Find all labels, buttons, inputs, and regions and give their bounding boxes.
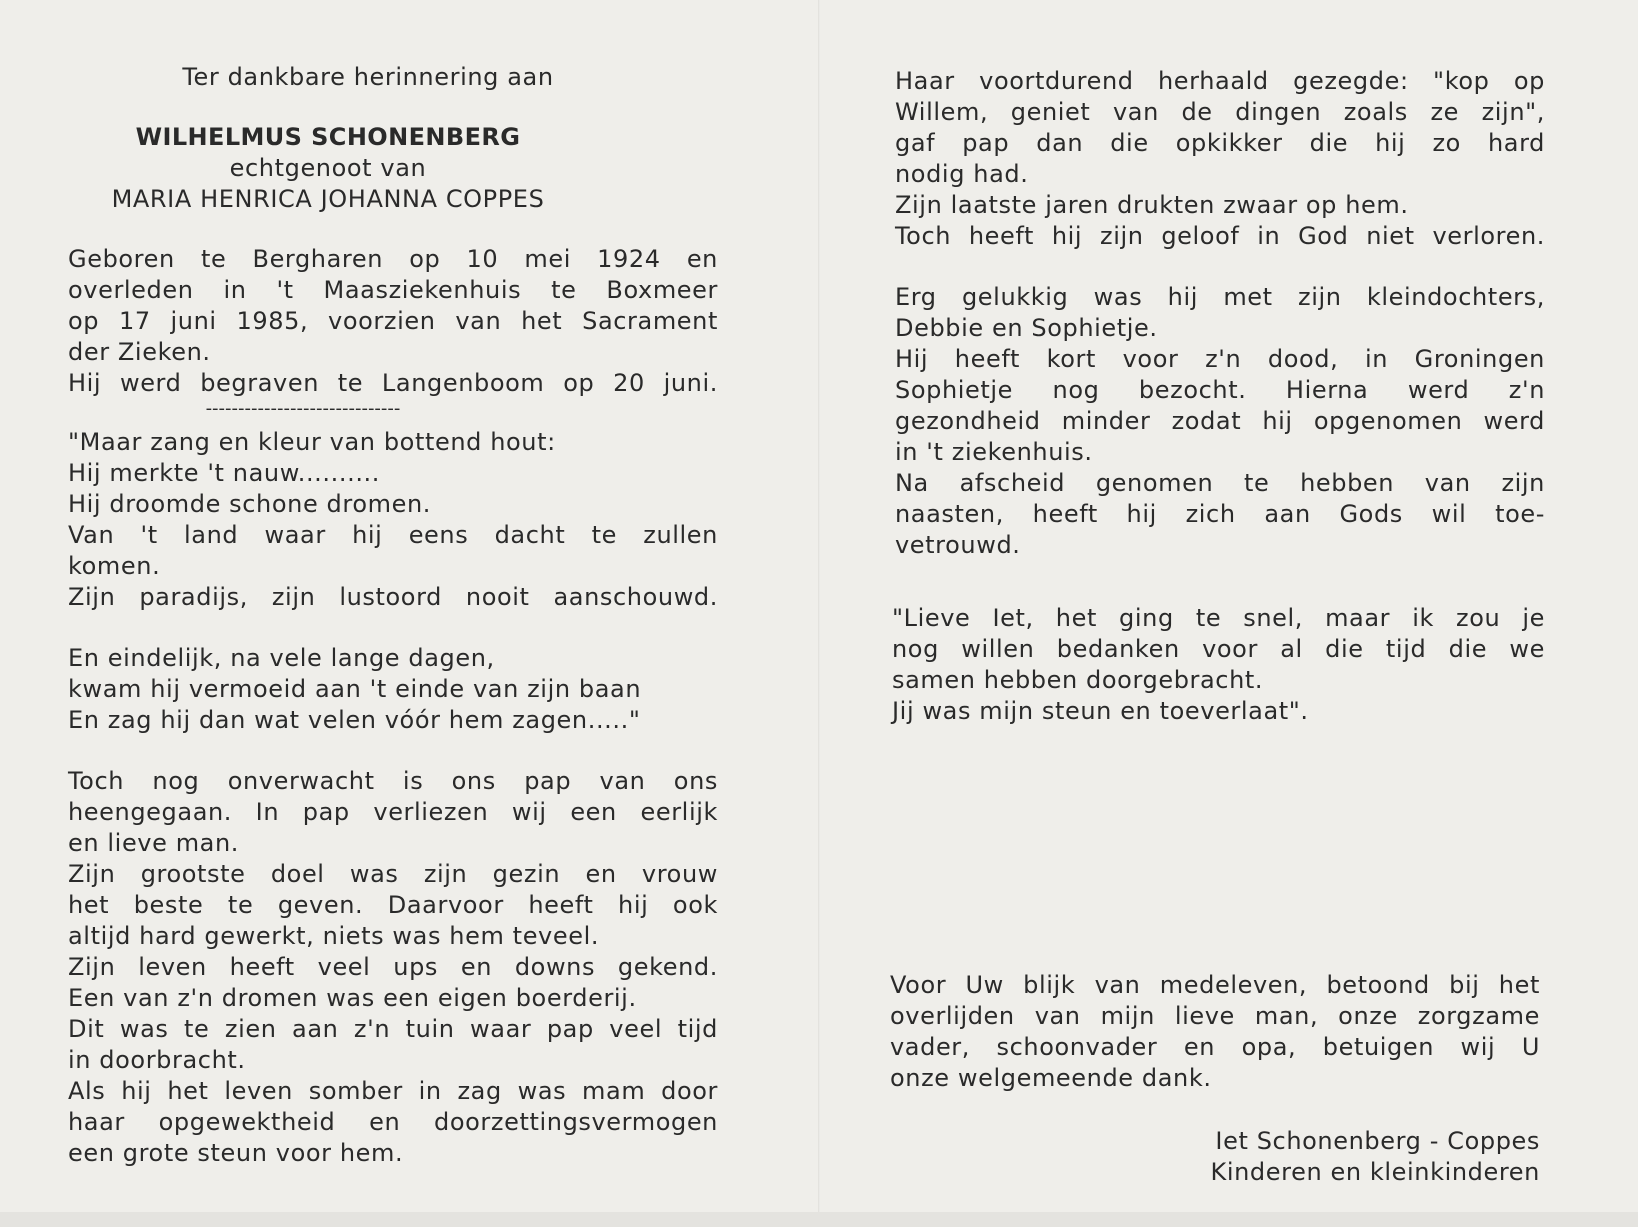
poem-line: En zag hij dan wat velen vóór hem zagen....." xyxy=(68,706,641,734)
text-line: Zijn laatste jaren drukten zwaar op hem. xyxy=(895,191,1409,219)
text-line: nodig had. xyxy=(895,160,1029,188)
spouse-label: echtgenoot van xyxy=(229,154,427,182)
tribute-line: een grote steun voor hem. xyxy=(68,1139,404,1167)
intro-text: Ter dankbare herinnering aan xyxy=(182,63,554,91)
signature-name: Iet Schonenberg - Coppes xyxy=(1215,1127,1540,1155)
poem-line: kwam hij vermoeid aan 't einde van zijn baan xyxy=(68,675,642,703)
quote-block xyxy=(892,603,1545,727)
quote-line: samen hebben doorgebracht. xyxy=(892,666,1264,694)
tribute-line: en lieve man. xyxy=(68,829,240,857)
bio-line: der Zieken. xyxy=(68,338,211,366)
poem-line: En eindelijk, na vele lange dagen, xyxy=(68,644,495,672)
card-bottom-edge xyxy=(0,1212,1638,1227)
thanks-section xyxy=(890,970,1540,1188)
text-line: Erg gelukkig was hij met zijn kleindochters, xyxy=(895,283,1545,311)
poem-line: Zijn paradijs, zijn lustoord nooit aanschouwd. xyxy=(68,583,718,611)
text-line: vetrouwd. xyxy=(895,531,1021,559)
tribute-block xyxy=(68,766,718,1169)
text-line: in 't ziekenhuis. xyxy=(895,438,1093,466)
card-fold xyxy=(818,0,820,1227)
bio-line: Hij werd begraven te Langenboom op 20 juni. xyxy=(68,369,718,397)
poem-line: Hij merkte 't nauw.......... xyxy=(68,459,381,487)
poem2-block xyxy=(68,643,718,736)
separator: ------------------------------ xyxy=(205,398,401,419)
text-line: gezondheid minder zodat hij opgenomen werd xyxy=(895,407,1545,435)
tribute-line: Toch nog onverwacht is ons pap van ons xyxy=(68,767,718,795)
tribute-line: in doorbracht. xyxy=(68,1046,246,1074)
right-page xyxy=(892,66,1545,727)
poem-block xyxy=(68,427,718,613)
tribute-line: Zijn grootste doel was zijn gezin en vrouw xyxy=(68,860,718,888)
text-line: Sophietje nog bezocht. Hierna werd z'n xyxy=(895,376,1545,404)
text-line: Hij heeft kort voor z'n dood, in Groningen xyxy=(895,345,1545,373)
tribute-line: het beste te geven. Daarvoor heeft hij ook xyxy=(68,891,718,919)
thanks-line: vader, schoonvader en opa, betuigen wij U xyxy=(890,1033,1540,1061)
bio-line: op 17 juni 1985, voorzien van het Sacrament xyxy=(68,307,718,335)
right-para2 xyxy=(895,282,1545,561)
text-line: gaf pap dan die opkikker die hij zo hard xyxy=(895,129,1545,157)
bio-line: overleden in 't Maasziekenhuis te Boxmeer xyxy=(68,276,718,304)
quote-line: nog willen bedanken voor al die tijd die we xyxy=(892,635,1545,663)
tribute-line: haar opgewektheid en doorzettingsvermogen xyxy=(68,1108,718,1136)
signature-block xyxy=(890,1126,1540,1188)
poem-line: "Maar zang en kleur van bottend hout: xyxy=(68,428,556,456)
text-line: Haar voortdurend herhaald gezegde: "kop op xyxy=(895,67,1545,95)
tribute-line: heengegaan. In pap verliezen wij een eerlijk xyxy=(68,798,718,826)
text-line: Willem, geniet van de dingen zoals ze zijn", xyxy=(895,98,1545,126)
signature-family: Kinderen en kleinkinderen xyxy=(1210,1158,1540,1186)
text-line: Debbie en Sophietje. xyxy=(895,314,1158,342)
poem-line: Van 't land waar hij eens dacht te zullen xyxy=(68,521,718,549)
tribute-line: Als hij het leven somber in zag was mam door xyxy=(68,1077,718,1105)
text-line: Na afscheid genomen te hebben van zijn xyxy=(895,469,1545,497)
left-page xyxy=(68,62,718,1169)
tribute-line: Zijn leven heeft veel ups en downs gekend. xyxy=(68,953,718,981)
thanks-block xyxy=(890,970,1540,1094)
deceased-name: WILHELMUS SCHONENBERG xyxy=(135,123,521,151)
quote-line: "Lieve Iet, het ging te snel, maar ik zou je xyxy=(892,604,1545,632)
right-para1 xyxy=(895,66,1545,252)
poem-line: komen. xyxy=(68,552,161,580)
thanks-line: Voor Uw blijk van medeleven, betoond bij het xyxy=(890,971,1540,999)
poem-line: Hij droomde schone dromen. xyxy=(68,490,432,518)
tribute-line: Dit was te zien aan z'n tuin waar pap veel tijd xyxy=(68,1015,718,1043)
tribute-line: Een van z'n dromen was een eigen boerderij. xyxy=(68,984,637,1012)
thanks-line: onze welgemeende dank. xyxy=(890,1064,1212,1092)
thanks-line: overlijden van mijn lieve man, onze zorgzame xyxy=(890,1002,1540,1030)
text-line: naasten, heeft hij zich aan Gods wil toe- xyxy=(895,500,1545,528)
bio-line: Geboren te Bergharen op 10 mei 1924 en xyxy=(68,245,718,273)
spouse-name: MARIA HENRICA JOHANNA COPPES xyxy=(111,185,545,213)
text-line: Toch heeft hij zijn geloof in God niet verloren. xyxy=(895,222,1545,250)
quote-line: Jij was mijn steun en toeverlaat". xyxy=(892,697,1309,725)
bio-block xyxy=(68,244,718,399)
tribute-line: altijd hard gewerkt, niets was hem teveel. xyxy=(68,922,600,950)
